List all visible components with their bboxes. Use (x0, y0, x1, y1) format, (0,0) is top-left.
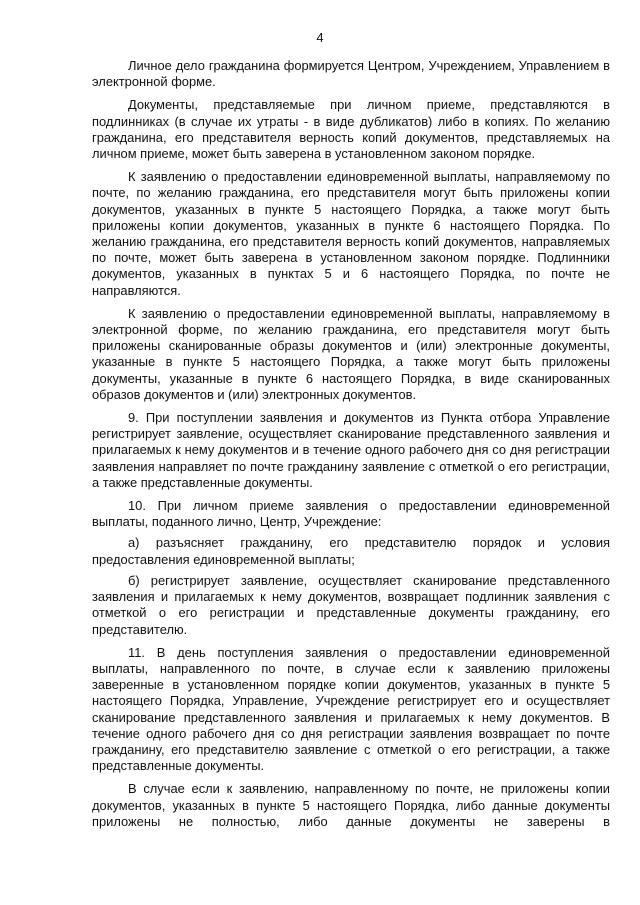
paragraph-clause-10-b: б) регистрирует заявление, осуществляет сканирование представленного заявления и прилагаемых к нему документов, возвращает подлинник заявления с отметкой о его регистрации и представленные документы гражданину, его представителю. (92, 572, 610, 637)
paragraph-clause-10: 10. При личном приеме заявления о предоставлении единовременной выплаты, поданного лично, Центр, Учреждение: (92, 498, 610, 530)
paragraph-clause-9: 9. При поступлении заявления и документов из Пункта отбора Управление регистрирует заявление, осуществляет сканирование представленного заявления и прилагаемых к нему документов и в течение одного рабочего дня со дня регистрации заявления направляет по почте гражданину заявление с отметкой о его регистрации, а также представленные документы. (92, 410, 610, 490)
paragraph-mail-attachments: К заявлению о предоставлении единовременной выплаты, направляемому по почте, по желанию гражданина, его представителя могут быть приложены копии документов, указанных в пункте 5 настоящего Порядка, а также могут быть приложены копии документов, указанных в пункте 6 настоящего Порядка. По желанию гражданина, его представителя верность копий документов, направляемых по почте, может быть заверена в установленном законом порядке. Подлинники документов, указанных в пунктах 5 и 6 настоящего Порядка, по почте не направляются. (92, 169, 610, 298)
paragraph-missing-copies: В случае если к заявлению, направленному по почте, не приложены копии документов, указанных в пункте 5 настоящего Порядка, либо данные документы приложены не полностью, либо данные документы не заверены в (92, 781, 610, 829)
paragraph-clause-10-a: а) разъясняет гражданину, его представителю порядок и условия предоставления единовременной выплаты; (92, 535, 610, 567)
page-number: 4 (316, 30, 324, 45)
paragraph-personal-file: Личное дело гражданина формируется Центром, Учреждением, Управлением в электронной форме. (92, 58, 610, 90)
paragraph-documents-in-person: Документы, представляемые при личном приеме, представляются в подлинниках (в случае их утраты - в виде дубликатов) либо в копиях. По желанию гражданина, его представителя верность копий документов, представляемых на личном приеме, может быть заверена в установленном законом порядке. (92, 97, 610, 162)
paragraph-electronic-attachments: К заявлению о предоставлении единовременной выплаты, направляемому в электронной форме, по желанию гражданина, его представителя могут быть приложены сканированные образы документов и (или) электронные документы, указанные в пункте 5 настоящего Порядка, а также могут быть приложены документы, указанные в пункте 6 настоящего Порядка, в виде сканированных образов документов и (или) электронных документов. (92, 305, 610, 402)
paragraph-clause-11: 11. В день поступления заявления о предоставлении единовременной выплаты, направленного по почте, в случае если к заявлению приложены заверенные в установленном порядке копии документов, указанных в пункте 5 настоящего Порядка, Управление, Учреждение регистрирует его и осуществляет сканирование представленного заявления и прилагаемых к нему документов. В течение одного рабочего дня со дня регистрации заявления возвращает по почте гражданину, его представителю заявление с отметкой о его регистрации, а также представленные документы. (92, 644, 610, 774)
document-body (92, 58, 610, 830)
